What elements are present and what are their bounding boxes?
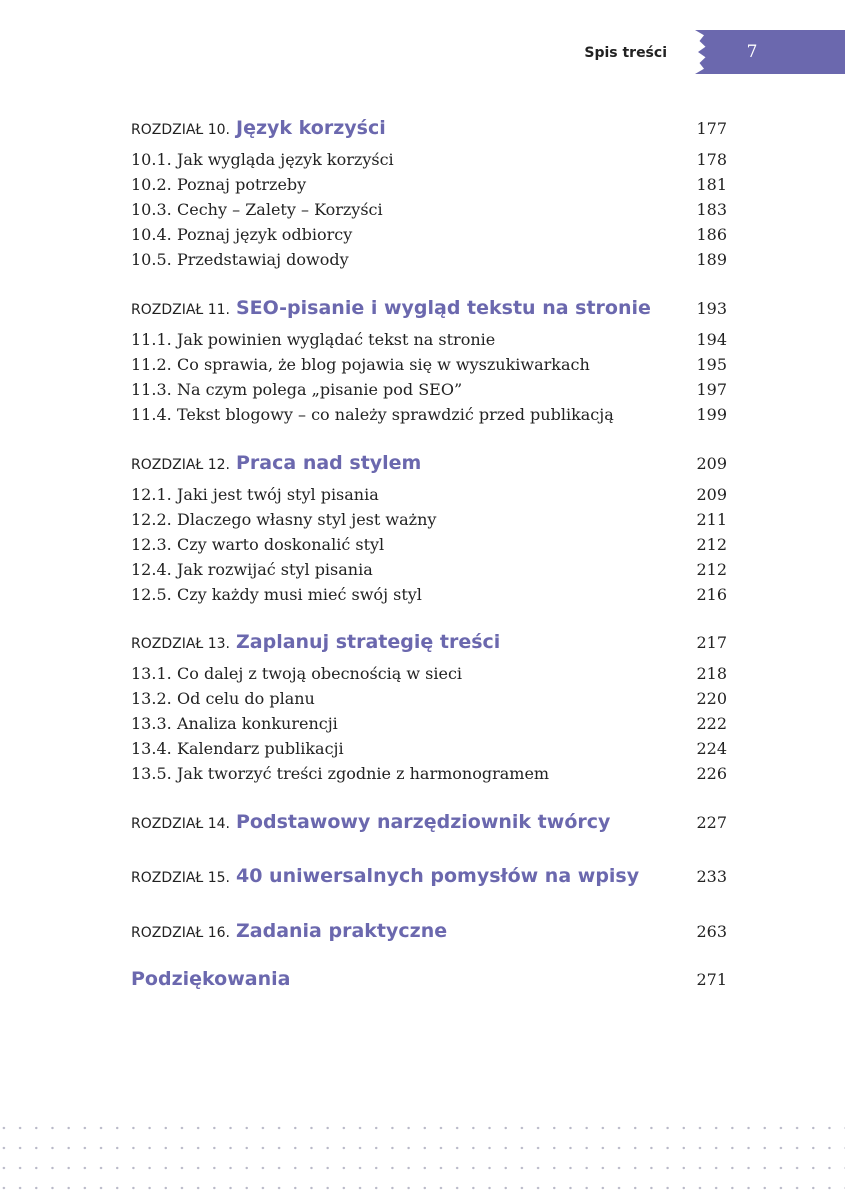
section-page: 209: [696, 485, 727, 504]
toc-section[interactable]: [131, 380, 727, 399]
section-title: Jak tworzyć treści zgodnie z harmonogramem: [177, 764, 550, 783]
chapter-label: ROZDZIAŁ 12.: [131, 457, 230, 473]
toc-section[interactable]: [131, 485, 727, 504]
chapter-label: ROZDZIAŁ 14.: [131, 816, 230, 832]
toc-section[interactable]: [131, 175, 727, 194]
chapter-title: Podstawowy narzędziownik twórcy: [236, 811, 611, 833]
section-page: 189: [696, 250, 727, 269]
page-number: 7: [746, 42, 758, 62]
section-number: 13.3.: [131, 714, 172, 733]
section-page: 186: [696, 225, 727, 244]
chapter-title: Zaplanuj strategię treści: [236, 631, 501, 653]
section-title: Na czym polega „pisanie pod SEO”: [177, 380, 463, 399]
section-page: 183: [696, 200, 727, 219]
toc-section[interactable]: [131, 585, 727, 604]
section-title: Poznaj język odbiorcy: [177, 225, 353, 244]
acknowledgements-page: 271: [696, 970, 727, 989]
running-header-title: Spis treści: [584, 45, 667, 61]
section-page: 199: [696, 405, 727, 424]
toc-section[interactable]: [131, 764, 727, 783]
toc-section[interactable]: [131, 330, 727, 349]
chapter-label: ROZDZIAŁ 16.: [131, 925, 230, 941]
section-number: 11.4.: [131, 405, 172, 424]
chapter-title: SEO-pisanie i wygląd tekstu na stronie: [236, 297, 651, 319]
section-page: 211: [696, 510, 727, 529]
section-number: 11.1.: [131, 330, 172, 349]
section-title: Kalendarz publikacji: [177, 739, 344, 758]
section-title: Jak rozwijać styl pisania: [177, 560, 373, 579]
section-title: Przedstawiaj dowody: [177, 250, 349, 269]
section-title: Czy warto doskonalić styl: [177, 535, 385, 554]
toc-chapter-13[interactable]: [131, 631, 727, 653]
toc-section[interactable]: [131, 200, 727, 219]
toc-chapter-11[interactable]: [131, 297, 727, 319]
toc-section[interactable]: [131, 355, 727, 374]
section-number: 10.3.: [131, 200, 172, 219]
chapter-title: Zadania praktyczne: [236, 920, 448, 942]
section-page: 194: [696, 330, 727, 349]
chapter-page: 193: [696, 299, 727, 318]
dotted-pattern-decoration: [0, 1118, 845, 1200]
chapter-label: ROZDZIAŁ 15.: [131, 870, 230, 886]
section-number: 10.1.: [131, 150, 172, 169]
toc-section[interactable]: [131, 535, 727, 554]
toc-section[interactable]: [131, 250, 727, 269]
section-number: 13.4.: [131, 739, 172, 758]
toc-section[interactable]: [131, 739, 727, 758]
section-page: 195: [696, 355, 727, 374]
chapter-title: Język korzyści: [236, 117, 386, 139]
toc-acknowledgements[interactable]: [131, 968, 727, 990]
section-page: 197: [696, 380, 727, 399]
section-page: 224: [696, 739, 727, 758]
section-number: 12.5.: [131, 585, 172, 604]
section-page: 178: [696, 150, 727, 169]
toc-section[interactable]: [131, 225, 727, 244]
chapter-page: 227: [696, 813, 727, 832]
section-title: Dlaczego własny styl jest ważny: [177, 510, 437, 529]
section-number: 13.1.: [131, 664, 172, 683]
section-number: 12.3.: [131, 535, 172, 554]
chapter-page: 209: [696, 454, 727, 473]
toc-section[interactable]: [131, 689, 727, 708]
section-title: Analiza konkurencji: [177, 714, 338, 733]
section-title: Tekst blogowy – co należy sprawdzić przed publikacją: [177, 405, 614, 424]
toc-chapter-14[interactable]: [131, 811, 727, 833]
chapter-page: 177: [696, 119, 727, 138]
toc-chapter-16[interactable]: [131, 920, 727, 942]
section-title: Jak wygląda język korzyści: [177, 150, 394, 169]
toc-section[interactable]: [131, 714, 727, 733]
section-title: Cechy – Zalety – Korzyści: [177, 200, 383, 219]
section-page: 216: [696, 585, 727, 604]
chapter-title: 40 uniwersalnych pomysłów na wpisy: [236, 865, 640, 887]
section-page: 212: [696, 560, 727, 579]
section-number: 10.4.: [131, 225, 172, 244]
section-number: 11.2.: [131, 355, 172, 374]
section-title: Od celu do planu: [177, 689, 315, 708]
toc-section[interactable]: [131, 560, 727, 579]
chapter-page: 263: [696, 922, 727, 941]
toc-section[interactable]: [131, 664, 727, 683]
section-page: 220: [696, 689, 727, 708]
section-title: Jak powinien wyglądać tekst na stronie: [177, 330, 496, 349]
chapter-page: 233: [696, 867, 727, 886]
chapter-label: ROZDZIAŁ 10.: [131, 122, 230, 138]
chapter-title: Praca nad stylem: [236, 452, 422, 474]
toc-chapter-12[interactable]: [131, 452, 727, 474]
section-page: 218: [696, 664, 727, 683]
section-number: 10.5.: [131, 250, 172, 269]
page-number-tab: [695, 30, 845, 74]
acknowledgements-title: Podziękowania: [131, 968, 291, 990]
section-number: 13.5.: [131, 764, 172, 783]
section-number: 10.2.: [131, 175, 172, 194]
section-title: Czy każdy musi mieć swój styl: [177, 585, 422, 604]
toc-section[interactable]: [131, 510, 727, 529]
section-page: 226: [696, 764, 727, 783]
chapter-page: 217: [696, 633, 727, 652]
section-title: Co dalej z twoją obecnością w sieci: [177, 664, 463, 683]
chapter-label: ROZDZIAŁ 13.: [131, 636, 230, 652]
section-page: 212: [696, 535, 727, 554]
chapter-label: ROZDZIAŁ 11.: [131, 302, 230, 318]
section-page: 181: [696, 175, 727, 194]
section-number: 11.3.: [131, 380, 172, 399]
section-title: Co sprawia, że blog pojawia się w wyszukiwarkach: [177, 355, 590, 374]
section-title: Poznaj potrzeby: [177, 175, 307, 194]
section-page: 222: [696, 714, 727, 733]
section-number: 12.1.: [131, 485, 172, 504]
toc-chapter-10[interactable]: [131, 117, 727, 139]
section-number: 12.4.: [131, 560, 172, 579]
section-title: Jaki jest twój styl pisania: [177, 485, 379, 504]
section-number: 13.2.: [131, 689, 172, 708]
toc-chapter-15[interactable]: [131, 865, 727, 887]
section-number: 12.2.: [131, 510, 172, 529]
toc-section[interactable]: [131, 405, 727, 424]
toc-section[interactable]: [131, 150, 727, 169]
